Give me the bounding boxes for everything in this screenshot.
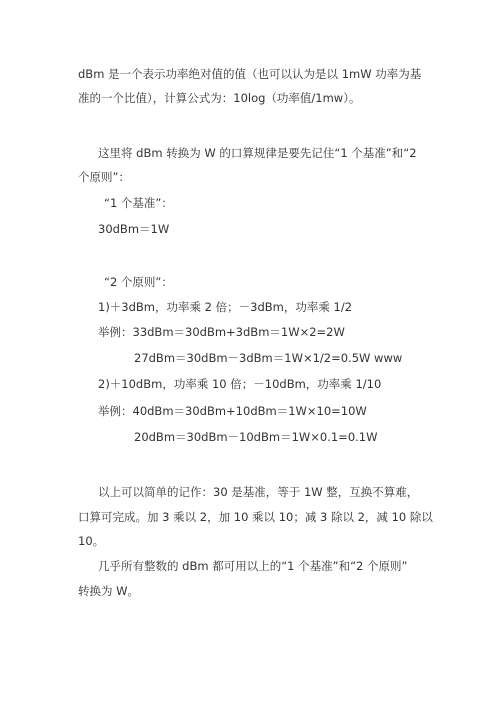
- summary-line-3: 10。: [78, 534, 105, 548]
- principles-heading: “2 个原则”：: [104, 275, 173, 289]
- example-2b: 20dBm＝30dBm－10dBm＝1W×0.1=0.1W: [134, 430, 378, 444]
- base-heading: “1 个基准”：: [104, 196, 173, 210]
- principle-1: 1)＋3dBm，功率乘 2 倍；－3dBm，功率乘 1/2: [98, 300, 353, 314]
- rule-line-2: 个原则”：: [78, 170, 130, 184]
- base-value: 30dBm＝1W: [98, 222, 170, 236]
- example-2a: 举例：40dBm＝30dBm+10dBm＝1W×10=10W: [98, 404, 367, 418]
- rule-line-1: 这里将 dBm 转换为 W 的口算规律是要先记住“1 个基准”和“2: [98, 146, 417, 160]
- principle-2: 2)＋10dBm，功率乘 10 倍；－10dBm，功率乘 1/10: [98, 377, 382, 391]
- intro-line-1: dBm 是一个表示功率绝对值的值（也可以认为是以 1mW 功率为基: [78, 67, 422, 81]
- intro-line-2: 准的一个比值），计算公式为：10log（功率值/1mw）。: [78, 91, 361, 105]
- closing-line-2: 转换为 W。: [78, 584, 140, 598]
- example-1a: 举例：33dBm＝30dBm+3dBm＝1W×2=2W: [98, 325, 345, 339]
- summary-line-2: 口算可完成。加 3 乘以 2，加 10 乘以 10；减 3 除以 2，减 10 除以: [78, 510, 433, 524]
- summary-line-1: 以上可以简单的记作：30 是基准，等于 1W 整，互换不算难，: [98, 485, 419, 499]
- closing-line-1: 几乎所有整数的 dBm 都可用以上的“1 个基准”和“2 个原则”: [98, 559, 408, 573]
- example-1b: 27dBm＝30dBm－3dBm＝1W×1/2=0.5W www: [134, 351, 403, 365]
